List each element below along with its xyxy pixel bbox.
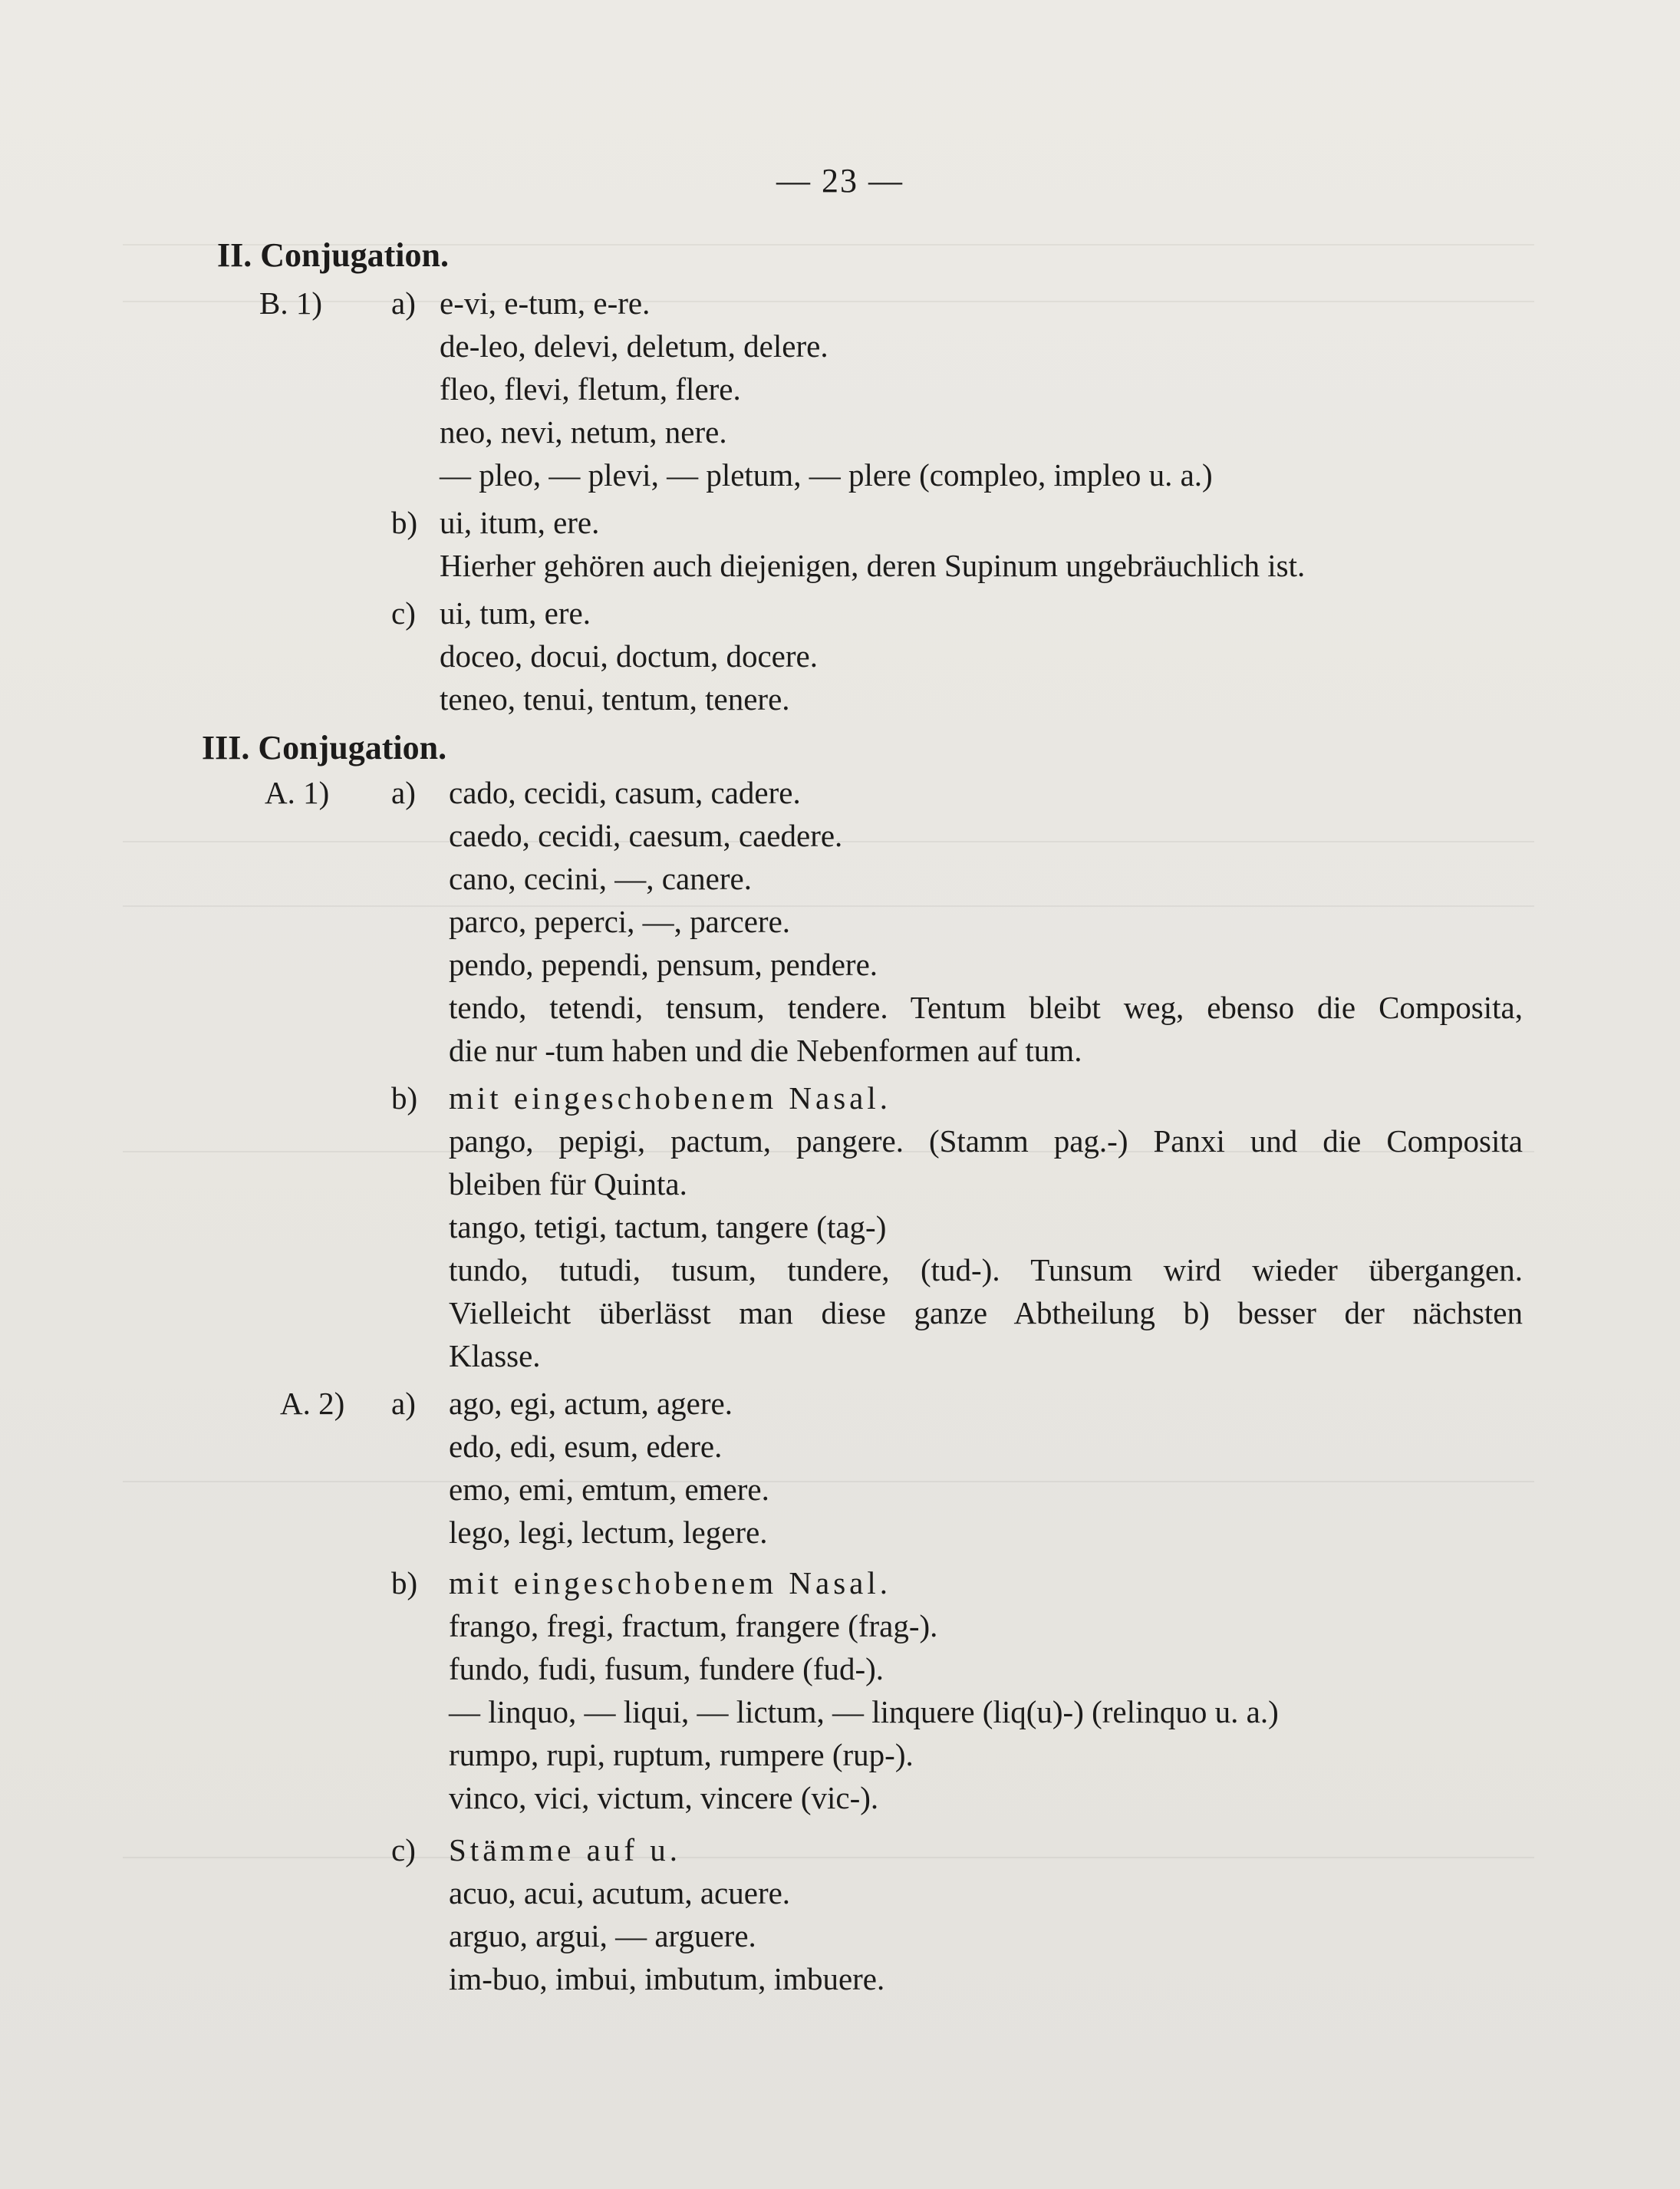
label-a1: A. 1) [265,775,330,810]
subheading: mit eingeschobenem Nasal. [449,1080,892,1116]
text-line: doceo, docui, doctum, docere. [440,638,818,674]
text-line: tundo, tutudi, tusum, tundere, (tud-). Tunsum wird wieder übergangen. [449,1252,1523,1287]
text-line: rumpo, rupi, ruptum, rumpere (rup-). [449,1737,914,1772]
text-line: ui, itum, ere. [440,505,600,540]
text-line: parco, peperci, —, parcere. [449,904,791,939]
text-line: lego, legi, lectum, legere. [449,1515,768,1550]
text-line: fundo, fudi, fusum, fundere (fud-). [449,1651,884,1686]
text-line: emo, emi, emtum, emere. [449,1472,769,1507]
label-a: a) [391,285,416,321]
label-b: b) [391,1565,418,1601]
text-line: ago, egi, actum, agere. [449,1386,733,1421]
text-line: im-buo, imbui, imbutum, imbuere. [449,1961,885,1996]
text-line: fleo, flevi, fletum, flere. [440,371,741,407]
text-line: frango, fregi, fractum, frangere (frag-). [449,1608,938,1643]
label-a2: A. 2) [280,1386,345,1421]
text-line: pendo, pependi, pensum, pendere. [449,947,878,982]
text-line: cado, cecidi, casum, cadere. [449,775,801,810]
subheading: Stämme auf u. [449,1832,681,1868]
label-a: a) [391,775,416,810]
label-b1: B. 1) [259,285,322,321]
text-line: neo, nevi, netum, nere. [440,414,727,450]
text-line: edo, edi, esum, edere. [449,1429,723,1464]
text-line: tango, tetigi, tactum, tangere (tag-) [449,1209,887,1244]
page-number: — 23 — [776,162,904,199]
label-c: c) [391,595,416,631]
heading-conjugation-2: II. Conjugation. [217,236,449,274]
text-line: Hierher gehören auch diejenigen, deren Supinum ungebräuchlich ist. [440,548,1306,583]
subheading: mit eingeschobenem Nasal. [449,1565,892,1601]
label-b: b) [391,505,418,540]
text-line: Vielleicht überlässt man diese ganze Abtheilung b) besser der nächsten [449,1295,1523,1330]
text-line: tendo, tetendi, tensum, tendere. Tentum bleibt weg, ebenso die Composita, [449,990,1523,1025]
label-c: c) [391,1832,416,1868]
text-line: caedo, cecidi, caesum, caedere. [449,818,843,853]
text-line: pango, pepigi, pactum, pangere. (Stamm pag.-) Panxi und die Composita [449,1123,1523,1159]
text-line: arguo, argui, — arguere. [449,1918,756,1953]
heading-conjugation-3: III. Conjugation. [202,729,447,766]
text-line: Klasse. [449,1338,541,1373]
label-a: a) [391,1386,416,1421]
text-line: de-leo, delevi, deletum, delere. [440,328,828,364]
text-line: — pleo, — plevi, — pletum, — plere (compleo, impleo u. a.) [440,457,1213,493]
text-line: bleiben für Quinta. [449,1166,687,1202]
text-line: teneo, tenui, tentum, tenere. [440,681,790,717]
text-line: acuo, acui, acutum, acuere. [449,1875,791,1910]
text-line: ui, tum, ere. [440,595,591,631]
text-line: cano, cecini, —, canere. [449,861,752,896]
text-line: die nur -tum haben und die Nebenformen auf tum. [449,1033,1082,1068]
text-line: — linquo, — liqui, — lictum, — linquere (liq(u)-) (relinquo u. a.) [449,1694,1279,1729]
text-line: vinco, vici, victum, vincere (vic-). [449,1780,879,1815]
text-line: e-vi, e-tum, e-re. [440,285,651,321]
label-b: b) [391,1080,418,1116]
